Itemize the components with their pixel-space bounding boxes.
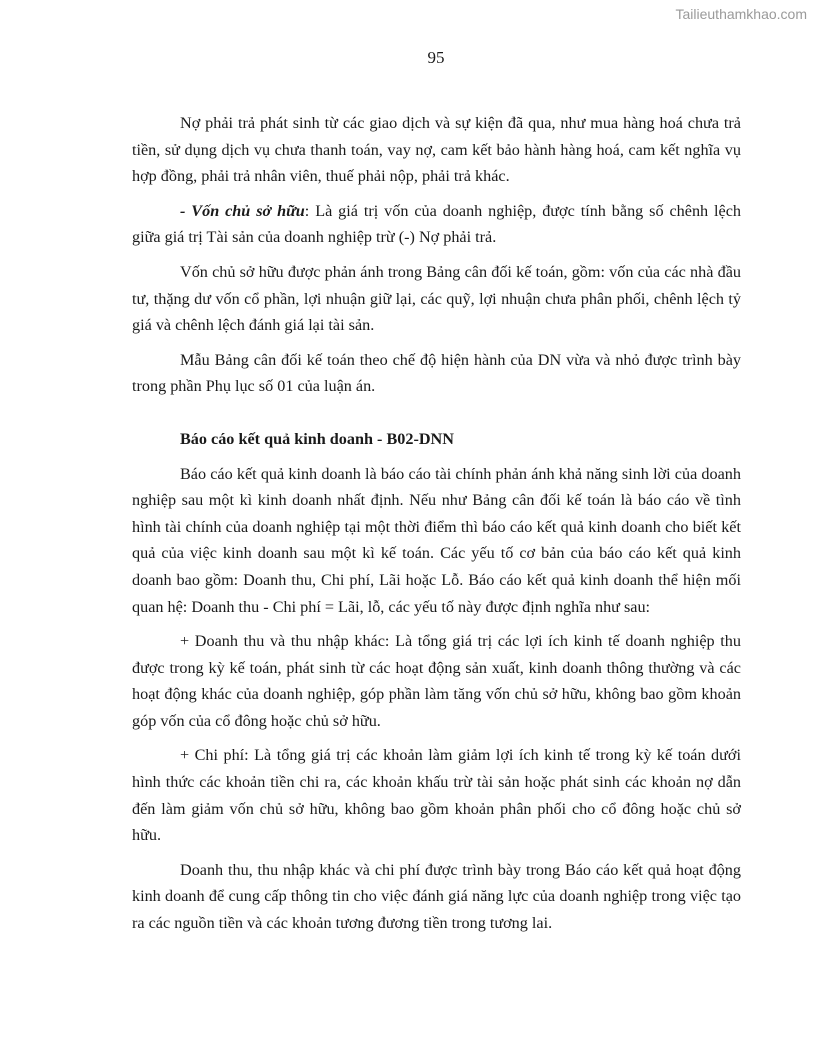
equity-definition-text: : Là giá trị vốn của doanh nghiệp, được tính bằng số chênh lệch giữa giá trị Tài sản của doanh nghiệp trừ (-) Nợ phải trả. <box>132 201 741 247</box>
page-number: 95 <box>427 48 445 67</box>
paragraph-equity-definition <box>132 198 741 251</box>
term-equity: - Vốn chủ sở hữu <box>180 201 305 220</box>
watermark: Tailieuthamkhao.com <box>675 6 807 22</box>
paragraph-income-statement: Báo cáo kết quả kinh doanh là báo cáo tài chính phản ánh khả năng sinh lời của doanh nghiệp sau một kì kinh doanh nhất định. Nếu như Bảng cân đối kế toán là báo cáo về tình hình tài chính của doanh nghiệp tại một thời điểm thì báo cáo kết quả kinh doanh cho biết kết quả của việc kinh doanh sau một kì kế toán. Các yếu tố cơ bản của báo cáo kết quả kinh doanh bao gồm: Doanh thu, Chi phí, Lãi hoặc Lỗ. Báo cáo kết quả kinh doanh thể hiện mối quan hệ: Doanh thu - Chi phí = Lãi, lỗ, các yếu tố này được định nghĩa như sau: <box>132 464 741 616</box>
paragraph-expenses: + Chi phí: Là tổng giá trị các khoản làm giảm lợi ích kinh tế trong kỳ kế toán dưới hình thức các khoản tiền chi ra, các khoản khấu trừ tài sản hoặc phát sinh các khoản nợ dẫn đến làm giảm vốn chủ sở hữu, không bao gồm khoản phân phối cho cổ đông hoặc chủ sở hữu. <box>132 746 741 845</box>
paragraph-presentation: Doanh thu, thu nhập khác và chi phí được trình bày trong Báo cáo kết quả hoạt động kinh doanh để cung cấp thông tin cho việc đánh giá năng lực của doanh nghiệp trong việc tạo ra các nguồn tiền và các khoản tương đương tiền trong tương lai. <box>132 860 741 933</box>
paragraph-revenue: + Doanh thu và thu nhập khác: Là tổng giá trị các lợi ích kinh tế doanh nghiệp thu được trong kỳ kế toán, phát sinh từ các hoạt động sản xuất, kinh doanh thông thường và các hoạt động khác của doanh nghiệp, góp phần làm tăng vốn chủ sở hữu, không bao gồm khoản góp vốn của cổ đông hoặc chủ sở hữu. <box>132 632 741 730</box>
paragraph-equity-components: Vốn chủ sở hữu được phản ánh trong Bảng cân đối kế toán, gồm: vốn của các nhà đầu tư, thặng dư vốn cổ phần, lợi nhuận giữ lại, các quỹ, lợi nhuận chưa phân phối, chênh lệch tỷ giá và chênh lệch đánh giá lại tài sản. <box>132 262 741 335</box>
document-body <box>132 110 741 945</box>
paragraph-balance-sheet-template: Mẫu Bảng cân đối kế toán theo chế độ hiện hành của DN vừa và nhỏ được trình bày trong phần Phụ lục số 01 của luận án. <box>132 350 741 396</box>
section-heading: Báo cáo kết quả kinh doanh - B02-DNN <box>180 429 454 448</box>
paragraph-liabilities: Nợ phải trả phát sinh từ các giao dịch và sự kiện đã qua, như mua hàng hoá chưa trả tiền, sử dụng dịch vụ chưa thanh toán, vay nợ, cam kết bảo hành hàng hoá, cam kết nghĩa vụ hợp đồng, phải trả nhân viên, thuế phải nộp, phải trả khác. <box>132 114 741 186</box>
